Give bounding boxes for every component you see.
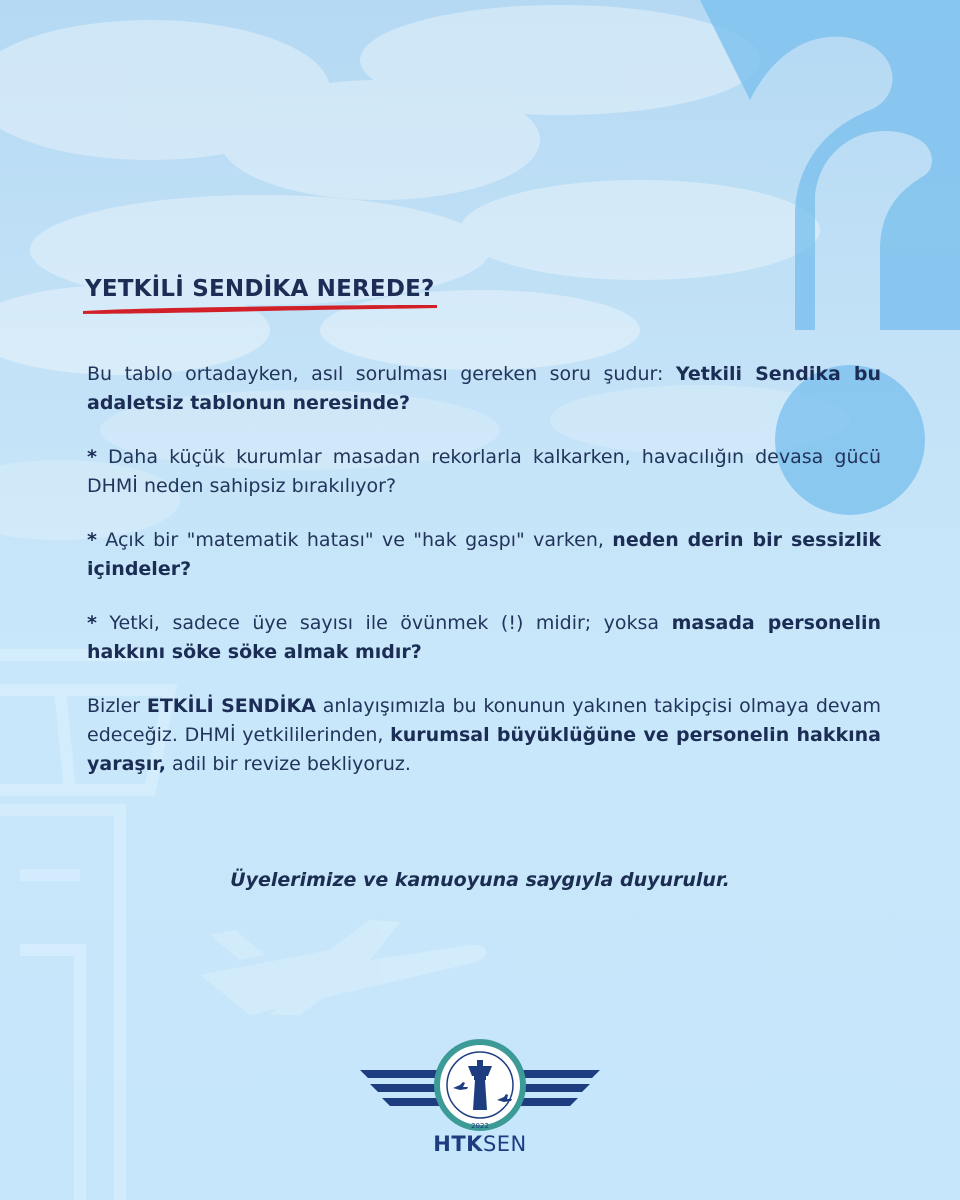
airplane-icon xyxy=(200,920,486,1015)
paragraph-question-1: * Daha küçük kurumlar masadan rekorlarla kalkarken, havacılığın devasa gücü DHMİ neden sahipsiz bırakılıyor? xyxy=(87,446,881,497)
heading-block xyxy=(85,276,435,302)
paragraph-question-3: * Yetki, sadece üye sayısı ile övünmek (!) midir; yoksa masada personelin hakkını söke söke almak mıdır? xyxy=(87,612,881,663)
logo-year: 2022 xyxy=(471,1122,489,1130)
red-brush-underline xyxy=(81,302,441,316)
bullet-asterisk: * xyxy=(87,529,97,551)
paragraph-question-2: * Açık bir "matematik hatası" ve "hak gaspı" varken, neden derin bir sessizlik içindeler? xyxy=(87,529,881,580)
cloud-shapes xyxy=(0,5,820,375)
paragraph-intro: Bu tablo ortadayken, asıl sorulması gereken soru şudur: Yetkili Sendika bu adaletsiz tablonun neresinde? xyxy=(87,363,881,414)
paragraph-conclusion: Bizler ETKİLİ SENDİKA anlayışımızla bu konunun yakınen takipçisi olmaya devam edeceğiz. DHMİ yetkililerinden, kurumsal büyüklüğüne ve personelin hakkına yaraşır, adil bir revize bekliyoruz. xyxy=(87,695,881,775)
bullet-asterisk: * xyxy=(87,446,97,468)
bullet-asterisk: * xyxy=(87,612,97,634)
brand-wordmark: HTKSEN xyxy=(433,1132,527,1156)
body-text xyxy=(87,360,881,804)
page-title: YETKİLİ SENDİKA NEREDE? xyxy=(85,276,435,302)
closing-statement: Üyelerimize ve kamuoyuna saygıyla duyurulur. xyxy=(230,869,730,891)
